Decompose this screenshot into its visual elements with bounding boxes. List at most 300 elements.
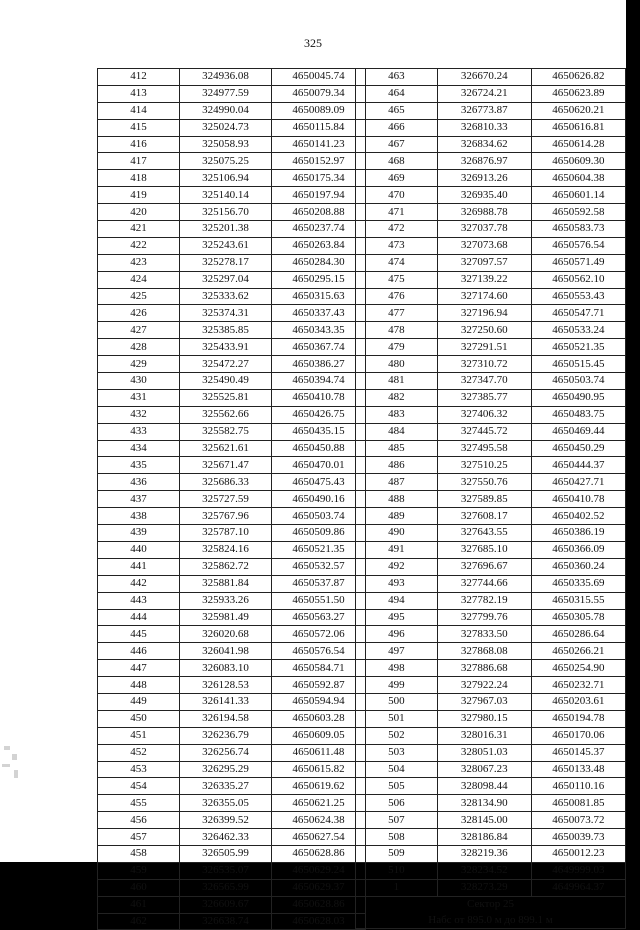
y-coordinate-cell: 4650152.97 [272,153,366,170]
table-row [98,913,366,930]
point-number-cell: 481 [356,373,438,390]
x-coordinate-cell: 328273.29 [437,879,531,896]
point-number-cell: 427 [98,322,180,339]
table-row [356,795,626,812]
y-coordinate-cell: 4650609.30 [531,153,625,170]
point-number-cell: 493 [356,575,438,592]
point-number-cell: 453 [98,761,180,778]
y-coordinate-cell: 4650547.71 [531,305,625,322]
table-row [98,879,366,896]
point-number-cell: 433 [98,423,180,440]
y-coordinate-cell: 4650337.43 [272,305,366,322]
x-coordinate-cell: 324990.04 [180,102,272,119]
y-coordinate-cell: 4650620.21 [531,102,625,119]
point-number-cell: 502 [356,727,438,744]
table-row [98,102,366,119]
point-number-cell: 467 [356,136,438,153]
table-row [98,373,366,390]
table-row [356,237,626,254]
x-coordinate-cell: 325727.59 [180,491,272,508]
table-row [356,558,626,575]
y-coordinate-cell: 4650624.38 [272,812,366,829]
x-coordinate-cell: 325686.33 [180,474,272,491]
point-number-cell: 480 [356,356,438,373]
x-coordinate-cell: 327868.08 [437,643,531,660]
x-coordinate-cell: 327495.58 [437,440,531,457]
x-coordinate-cell: 327799.76 [437,609,531,626]
x-coordinate-cell: 327139.22 [437,271,531,288]
table-row [98,592,366,609]
x-coordinate-cell: 325881.84 [180,575,272,592]
point-number-cell: 416 [98,136,180,153]
y-coordinate-cell: 4650079.34 [272,85,366,102]
point-number-cell: 510 [356,862,438,879]
y-coordinate-cell: 4650175.34 [272,170,366,187]
y-coordinate-cell: 4650628.03 [272,913,366,930]
x-coordinate-cell: 326834.62 [437,136,531,153]
x-coordinate-cell: 325582.75 [180,423,272,440]
x-coordinate-cell: 325075.25 [180,153,272,170]
y-coordinate-cell: 4650115.84 [272,119,366,136]
table-row [356,373,626,390]
table-row [98,710,366,727]
y-coordinate-cell: 4650563.27 [272,609,366,626]
point-number-cell: 420 [98,204,180,221]
point-number-cell: 412 [98,69,180,86]
point-number-cell: 505 [356,778,438,795]
y-coordinate-cell: 4650562.10 [531,271,625,288]
table-row [98,85,366,102]
table-row [356,406,626,423]
table-row [98,677,366,694]
point-number-cell: 478 [356,322,438,339]
point-number-cell: 485 [356,440,438,457]
table-row [98,474,366,491]
y-coordinate-cell: 4650551.50 [272,592,366,609]
point-number-cell: 477 [356,305,438,322]
y-coordinate-cell: 4650194.78 [531,710,625,727]
point-number-cell: 465 [356,102,438,119]
table-row [356,710,626,727]
table-row [98,660,366,677]
table-row [356,221,626,238]
point-number-cell: 430 [98,373,180,390]
x-coordinate-cell: 326988.78 [437,204,531,221]
point-number-cell: 448 [98,677,180,694]
y-coordinate-cell: 4650583.73 [531,221,625,238]
x-coordinate-cell: 328134.90 [437,795,531,812]
x-coordinate-cell: 326141.33 [180,693,272,710]
x-coordinate-cell: 327291.51 [437,339,531,356]
table-row [98,845,366,862]
point-number-cell: 451 [98,727,180,744]
y-coordinate-cell: 4650254.90 [531,660,625,677]
x-coordinate-cell: 325385.85 [180,322,272,339]
y-coordinate-cell: 4650197.94 [272,187,366,204]
y-coordinate-cell: 4650537.87 [272,575,366,592]
y-coordinate-cell: 4650045.74 [272,69,366,86]
point-number-cell: 422 [98,237,180,254]
point-number-cell: 432 [98,406,180,423]
table-row [356,879,626,896]
y-coordinate-cell: 4650619.62 [272,778,366,795]
point-number-cell: 461 [98,896,180,913]
y-coordinate-cell: 4650623.89 [531,85,625,102]
x-coordinate-cell: 328016.31 [437,727,531,744]
y-coordinate-cell: 4649999.03 [531,862,625,879]
x-coordinate-cell: 325472.27 [180,356,272,373]
table-row [98,69,366,86]
point-number-cell: 473 [356,237,438,254]
y-coordinate-cell: 4650604.38 [531,170,625,187]
y-coordinate-cell: 4650435.15 [272,423,366,440]
table-row [356,727,626,744]
point-number-cell: 491 [356,541,438,558]
y-coordinate-cell: 4650366.09 [531,541,625,558]
x-coordinate-cell: 325106.94 [180,170,272,187]
table-row [98,862,366,879]
table-row [98,221,366,238]
y-coordinate-cell: 4650073.72 [531,812,625,829]
table-row [356,660,626,677]
table-row [356,643,626,660]
x-coordinate-cell: 326462.33 [180,829,272,846]
y-coordinate-cell: 4650611.48 [272,744,366,761]
point-number-cell: 459 [98,862,180,879]
x-coordinate-cell: 326670.24 [437,69,531,86]
point-number-cell: 436 [98,474,180,491]
table-row [98,491,366,508]
table-row [98,693,366,710]
point-number-cell: 495 [356,609,438,626]
table-row [98,271,366,288]
point-number-cell: 508 [356,829,438,846]
x-coordinate-cell: 327922.24 [437,677,531,694]
y-coordinate-cell: 4650410.78 [531,491,625,508]
x-coordinate-cell: 327833.50 [437,626,531,643]
point-number-cell: 419 [98,187,180,204]
y-coordinate-cell: 4650237.74 [272,221,366,238]
table-row [98,406,366,423]
point-number-cell: 509 [356,845,438,862]
table-row [356,829,626,846]
x-coordinate-cell: 325024.73 [180,119,272,136]
x-coordinate-cell: 326876.97 [437,153,531,170]
x-coordinate-cell: 326773.87 [437,102,531,119]
point-number-cell: 469 [356,170,438,187]
y-coordinate-cell: 4650170.06 [531,727,625,744]
point-number-cell: 425 [98,288,180,305]
point-number-cell: 434 [98,440,180,457]
table-row [356,288,626,305]
x-coordinate-cell: 324977.59 [180,85,272,102]
y-coordinate-cell: 4650594.94 [272,693,366,710]
y-coordinate-cell: 4650470.01 [272,457,366,474]
y-coordinate-cell: 4650266.21 [531,643,625,660]
table-row [98,727,366,744]
x-coordinate-cell: 328145.00 [437,812,531,829]
point-number-cell: 450 [98,710,180,727]
table-row [356,677,626,694]
point-number-cell: 460 [98,879,180,896]
point-number-cell: 471 [356,204,438,221]
x-coordinate-cell: 327886.68 [437,660,531,677]
point-number-cell: 421 [98,221,180,238]
y-coordinate-cell: 4650614.28 [531,136,625,153]
point-number-cell: 457 [98,829,180,846]
x-coordinate-cell: 328051.03 [437,744,531,761]
y-coordinate-cell: 4650503.74 [272,508,366,525]
x-coordinate-cell: 324936.08 [180,69,272,86]
x-coordinate-cell: 327608.17 [437,508,531,525]
point-number-cell: 446 [98,643,180,660]
y-coordinate-cell: 4650629.37 [272,879,366,896]
y-coordinate-cell: 4650141.23 [272,136,366,153]
y-coordinate-cell: 4650386.27 [272,356,366,373]
point-number-cell: 468 [356,153,438,170]
table-row [356,592,626,609]
table-row [98,204,366,221]
table-row [356,541,626,558]
table-row [98,525,366,542]
x-coordinate-cell: 326609.67 [180,896,272,913]
table-row [356,693,626,710]
x-coordinate-cell: 327685.10 [437,541,531,558]
table-row [356,356,626,373]
x-coordinate-cell: 326236.79 [180,727,272,744]
table-row [356,389,626,406]
x-coordinate-cell: 325058.93 [180,136,272,153]
x-coordinate-cell: 326041.98 [180,643,272,660]
x-coordinate-cell: 327347.70 [437,373,531,390]
y-coordinate-cell: 4650386.19 [531,525,625,542]
y-coordinate-cell: 4650286.64 [531,626,625,643]
table-row [98,254,366,271]
x-coordinate-cell: 327980.15 [437,710,531,727]
table-row [356,102,626,119]
y-coordinate-cell: 4650532.57 [272,558,366,575]
y-coordinate-cell: 4650592.87 [272,677,366,694]
x-coordinate-cell: 326256.74 [180,744,272,761]
y-coordinate-cell: 4650394.74 [272,373,366,390]
y-coordinate-cell: 4650521.35 [531,339,625,356]
point-number-cell: 484 [356,423,438,440]
x-coordinate-cell: 326913.26 [437,170,531,187]
y-coordinate-cell: 4650315.63 [272,288,366,305]
point-number-cell: 483 [356,406,438,423]
table-row [356,85,626,102]
point-number-cell: 418 [98,170,180,187]
y-coordinate-cell: 4650081.85 [531,795,625,812]
y-coordinate-cell: 4650576.54 [272,643,366,660]
y-coordinate-cell: 4650603.28 [272,710,366,727]
point-number-cell: 486 [356,457,438,474]
x-coordinate-cell: 325201.38 [180,221,272,238]
sector-range: Набс от 895.0 м до 899.1 м [356,913,626,929]
table-row [356,170,626,187]
point-number-cell: 494 [356,592,438,609]
table-row [98,643,366,660]
point-number-cell: 490 [356,525,438,542]
y-coordinate-cell: 4650110.16 [531,778,625,795]
x-coordinate-cell: 325333.62 [180,288,272,305]
point-number-cell: 443 [98,592,180,609]
x-coordinate-cell: 326083.10 [180,660,272,677]
table-row [356,423,626,440]
table-row [356,761,626,778]
x-coordinate-cell: 326935.40 [437,187,531,204]
table-row [98,187,366,204]
table-row [98,136,366,153]
x-coordinate-cell: 325243.61 [180,237,272,254]
y-coordinate-cell: 4650490.16 [272,491,366,508]
y-coordinate-cell: 4650426.75 [272,406,366,423]
x-coordinate-cell: 326295.29 [180,761,272,778]
y-coordinate-cell: 4650305.78 [531,609,625,626]
point-number-cell: 504 [356,761,438,778]
table-row [98,237,366,254]
table-row [356,474,626,491]
table-row [356,69,626,86]
x-coordinate-cell: 326128.53 [180,677,272,694]
y-coordinate-cell: 4650621.25 [272,795,366,812]
table-row [98,440,366,457]
y-coordinate-cell: 4650427.71 [531,474,625,491]
point-number-cell: 498 [356,660,438,677]
x-coordinate-cell: 327196.94 [437,305,531,322]
point-number-cell: 449 [98,693,180,710]
y-coordinate-cell: 4650039.73 [531,829,625,846]
point-number-cell: 444 [98,609,180,626]
table-row [98,119,366,136]
y-coordinate-cell: 4650626.82 [531,69,625,86]
y-coordinate-cell: 4650343.35 [272,322,366,339]
x-coordinate-cell: 325824.16 [180,541,272,558]
y-coordinate-cell: 4649964.37 [531,879,625,896]
sector-title: Сектор 25 [356,896,626,912]
y-coordinate-cell: 4650572.06 [272,626,366,643]
x-coordinate-cell: 328186.84 [437,829,531,846]
x-coordinate-cell: 327696.67 [437,558,531,575]
y-coordinate-cell: 4650628.86 [272,845,366,862]
y-coordinate-cell: 4650628.86 [272,896,366,913]
y-coordinate-cell: 4650503.74 [531,373,625,390]
x-coordinate-cell: 327445.72 [437,423,531,440]
x-coordinate-cell: 328067.23 [437,761,531,778]
scan-noise-marks [0,740,30,790]
point-number-cell: 413 [98,85,180,102]
y-coordinate-cell: 4650208.88 [272,204,366,221]
table-row [356,271,626,288]
table-row [356,609,626,626]
x-coordinate-cell: 326355.05 [180,795,272,812]
point-number-cell: 442 [98,575,180,592]
x-coordinate-cell: 326724.21 [437,85,531,102]
x-coordinate-cell: 325297.04 [180,271,272,288]
table-row [98,558,366,575]
point-number-cell: 479 [356,339,438,356]
point-number-cell: 476 [356,288,438,305]
point-number-cell: 466 [356,119,438,136]
x-coordinate-cell: 326194.58 [180,710,272,727]
y-coordinate-cell: 4650627.54 [272,829,366,846]
x-coordinate-cell: 325374.31 [180,305,272,322]
x-coordinate-cell: 328234.52 [437,862,531,879]
table-row [356,254,626,271]
y-coordinate-cell: 4650576.54 [531,237,625,254]
table-row [356,862,626,879]
x-coordinate-cell: 326020.68 [180,626,272,643]
x-coordinate-cell: 326638.74 [180,913,272,930]
point-number-cell: 472 [356,221,438,238]
x-coordinate-cell: 327073.68 [437,237,531,254]
table-row [98,761,366,778]
x-coordinate-cell: 325433.91 [180,339,272,356]
table-row [98,322,366,339]
x-coordinate-cell: 325156.70 [180,204,272,221]
point-number-cell: 424 [98,271,180,288]
point-number-cell: 503 [356,744,438,761]
y-coordinate-cell: 4650615.82 [272,761,366,778]
point-number-cell: 489 [356,508,438,525]
point-number-cell: 415 [98,119,180,136]
x-coordinate-cell: 326565.99 [180,879,272,896]
point-number-cell: 501 [356,710,438,727]
table-row [356,440,626,457]
point-number-cell: 497 [356,643,438,660]
y-coordinate-cell: 4650295.15 [272,271,366,288]
point-number-cell: 441 [98,558,180,575]
table-row [356,339,626,356]
table-row [356,778,626,795]
table-row [356,508,626,525]
x-coordinate-cell: 325787.10 [180,525,272,542]
x-coordinate-cell: 327744.66 [437,575,531,592]
point-number-cell: 439 [98,525,180,542]
x-coordinate-cell: 326505.99 [180,845,272,862]
table-row [98,457,366,474]
table-row [356,575,626,592]
point-number-cell: 417 [98,153,180,170]
x-coordinate-cell: 325562.66 [180,406,272,423]
page-number: 325 [304,36,322,50]
table-row [98,170,366,187]
y-coordinate-cell: 4650315.55 [531,592,625,609]
y-coordinate-cell: 4650515.45 [531,356,625,373]
x-coordinate-cell: 327782.19 [437,592,531,609]
x-coordinate-cell: 327589.85 [437,491,531,508]
y-coordinate-cell: 4650232.71 [531,677,625,694]
table-row [98,153,366,170]
x-coordinate-cell: 326335.27 [180,778,272,795]
point-number-cell: 423 [98,254,180,271]
point-number-cell: 447 [98,660,180,677]
x-coordinate-cell: 327037.78 [437,221,531,238]
y-coordinate-cell: 4650402.52 [531,508,625,525]
y-coordinate-cell: 4650089.09 [272,102,366,119]
x-coordinate-cell: 325767.96 [180,508,272,525]
table-row [356,322,626,339]
y-coordinate-cell: 4650490.95 [531,389,625,406]
table-row [98,305,366,322]
y-coordinate-cell: 4650475.43 [272,474,366,491]
point-number-cell: 475 [356,271,438,288]
x-coordinate-cell: 327510.25 [437,457,531,474]
table-row [356,845,626,862]
x-coordinate-cell: 325933.26 [180,592,272,609]
y-coordinate-cell: 4650629.24 [272,862,366,879]
table-row [98,829,366,846]
